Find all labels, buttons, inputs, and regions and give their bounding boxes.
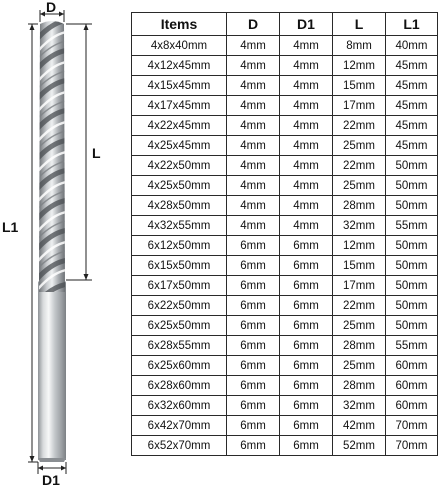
cell-d: 4mm (227, 116, 280, 136)
table-row (132, 196, 438, 216)
cell-l1: 70mm (386, 436, 438, 456)
table-row (132, 156, 438, 176)
cell-d: 4mm (227, 76, 280, 96)
table-row (132, 116, 438, 136)
cell-d: 6mm (227, 376, 280, 396)
table-row (132, 176, 438, 196)
cell-item: 4x17x45mm (132, 96, 227, 116)
cell-d1: 4mm (280, 56, 333, 76)
cell-item: 6x12x50mm (132, 236, 227, 256)
cell-d1: 6mm (280, 376, 333, 396)
cell-item: 6x32x60mm (132, 396, 227, 416)
cell-l1: 45mm (386, 56, 438, 76)
cell-l: 28mm (333, 196, 386, 216)
table-row (132, 136, 438, 156)
cell-l1: 45mm (386, 116, 438, 136)
cell-d: 4mm (227, 176, 280, 196)
cell-l1: 40mm (386, 36, 438, 56)
cell-l: 17mm (333, 96, 386, 116)
table-row (132, 56, 438, 76)
cell-l1: 55mm (386, 216, 438, 236)
cell-item: 4x15x45mm (132, 76, 227, 96)
cell-l1: 45mm (386, 136, 438, 156)
cell-l: 42mm (333, 416, 386, 436)
cell-l1: 60mm (386, 396, 438, 416)
cell-l: 15mm (333, 76, 386, 96)
cell-d: 4mm (227, 136, 280, 156)
cell-l: 52mm (333, 436, 386, 456)
cell-l1: 60mm (386, 356, 438, 376)
cell-d1: 4mm (280, 96, 333, 116)
cell-d1: 6mm (280, 296, 333, 316)
label-l1: L1 (2, 219, 19, 235)
cell-d1: 6mm (280, 236, 333, 256)
cell-l1: 55mm (386, 336, 438, 356)
cell-l: 28mm (333, 376, 386, 396)
cell-l: 12mm (333, 56, 386, 76)
cell-item: 4x22x45mm (132, 116, 227, 136)
cell-l1: 60mm (386, 376, 438, 396)
cell-item: 4x12x45mm (132, 56, 227, 76)
spec-table-body (132, 36, 438, 456)
end-mill-illustration (0, 0, 124, 488)
end-mill-drawing (0, 0, 124, 488)
cell-l: 12mm (333, 236, 386, 256)
cell-item: 6x28x60mm (132, 376, 227, 396)
cell-item: 4x22x50mm (132, 156, 227, 176)
table-row (132, 296, 438, 316)
cell-l1: 70mm (386, 416, 438, 436)
header-l1: L1 (386, 13, 438, 36)
cell-l: 32mm (333, 396, 386, 416)
table-row (132, 276, 438, 296)
table-row (132, 316, 438, 336)
cell-d1: 4mm (280, 76, 333, 96)
cell-l: 15mm (333, 256, 386, 276)
cell-d: 4mm (227, 96, 280, 116)
cell-d: 6mm (227, 396, 280, 416)
cell-l1: 50mm (386, 236, 438, 256)
cell-d: 4mm (227, 56, 280, 76)
cell-l: 22mm (333, 296, 386, 316)
label-d1: D1 (42, 472, 60, 488)
cell-d: 6mm (227, 296, 280, 316)
cell-d1: 4mm (280, 156, 333, 176)
spec-table-header (132, 13, 438, 36)
cell-d: 6mm (227, 336, 280, 356)
cell-d1: 4mm (280, 136, 333, 156)
cell-l1: 50mm (386, 296, 438, 316)
cell-item: 6x17x50mm (132, 276, 227, 296)
cell-item: 4x25x50mm (132, 176, 227, 196)
table-row (132, 96, 438, 116)
cell-d1: 6mm (280, 436, 333, 456)
cell-d1: 4mm (280, 116, 333, 136)
table-row (132, 436, 438, 456)
cell-d1: 4mm (280, 196, 333, 216)
table-row (132, 376, 438, 396)
cell-l: 17mm (333, 276, 386, 296)
cell-item: 4x8x40mm (132, 36, 227, 56)
cell-l1: 50mm (386, 176, 438, 196)
cell-d1: 6mm (280, 276, 333, 296)
cell-l1: 50mm (386, 156, 438, 176)
cell-l: 8mm (333, 36, 386, 56)
cell-item: 6x42x70mm (132, 416, 227, 436)
cell-item: 6x52x70mm (132, 436, 227, 456)
label-l: L (92, 145, 101, 161)
cell-item: 6x15x50mm (132, 256, 227, 276)
cell-item: 6x28x55mm (132, 336, 227, 356)
cell-d1: 6mm (280, 256, 333, 276)
table-row (132, 76, 438, 96)
cell-l1: 50mm (386, 256, 438, 276)
header-row (132, 13, 438, 36)
spec-table (131, 12, 438, 456)
cell-d1: 4mm (280, 36, 333, 56)
cell-d1: 4mm (280, 216, 333, 236)
cell-d1: 6mm (280, 336, 333, 356)
cell-d1: 6mm (280, 316, 333, 336)
cell-item: 6x25x60mm (132, 356, 227, 376)
header-d: D (227, 13, 280, 36)
cell-l1: 50mm (386, 196, 438, 216)
table-row (132, 356, 438, 376)
label-d: D (46, 0, 57, 15)
cell-l: 25mm (333, 316, 386, 336)
cell-d: 6mm (227, 256, 280, 276)
cell-l: 25mm (333, 136, 386, 156)
header-d1: D1 (280, 13, 333, 36)
header-l: L (333, 13, 386, 36)
cell-d: 6mm (227, 416, 280, 436)
cell-l: 25mm (333, 176, 386, 196)
cell-l: 28mm (333, 336, 386, 356)
cell-l1: 50mm (386, 316, 438, 336)
cell-l: 25mm (333, 356, 386, 376)
cell-d1: 4mm (280, 176, 333, 196)
cell-l1: 45mm (386, 96, 438, 116)
header-items: Items (132, 13, 227, 36)
dimension-l (66, 24, 92, 280)
cell-item: 6x22x50mm (132, 296, 227, 316)
cell-d: 6mm (227, 236, 280, 256)
cell-item: 6x25x50mm (132, 316, 227, 336)
cell-d: 4mm (227, 36, 280, 56)
table-row (132, 216, 438, 236)
cell-d: 6mm (227, 436, 280, 456)
table-row (132, 396, 438, 416)
cell-d: 4mm (227, 156, 280, 176)
cell-d: 4mm (227, 216, 280, 236)
cell-d1: 6mm (280, 416, 333, 436)
cell-l: 22mm (333, 156, 386, 176)
cell-d: 6mm (227, 276, 280, 296)
table-row (132, 256, 438, 276)
cell-l: 32mm (333, 216, 386, 236)
cell-d1: 6mm (280, 396, 333, 416)
cell-item: 4x28x50mm (132, 196, 227, 216)
table-row (132, 36, 438, 56)
cell-l1: 45mm (386, 76, 438, 96)
cell-l1: 50mm (386, 276, 438, 296)
cell-d: 4mm (227, 196, 280, 216)
bit-shank (38, 282, 66, 462)
cell-d: 6mm (227, 356, 280, 376)
cell-item: 4x32x55mm (132, 216, 227, 236)
dimension-l1 (28, 24, 38, 462)
cell-l: 22mm (333, 116, 386, 136)
cell-d1: 6mm (280, 356, 333, 376)
bit-flutes (36, 20, 68, 304)
table-row (132, 416, 438, 436)
cell-item: 4x25x45mm (132, 136, 227, 156)
cell-d: 6mm (227, 316, 280, 336)
table-row (132, 236, 438, 256)
table-row (132, 336, 438, 356)
